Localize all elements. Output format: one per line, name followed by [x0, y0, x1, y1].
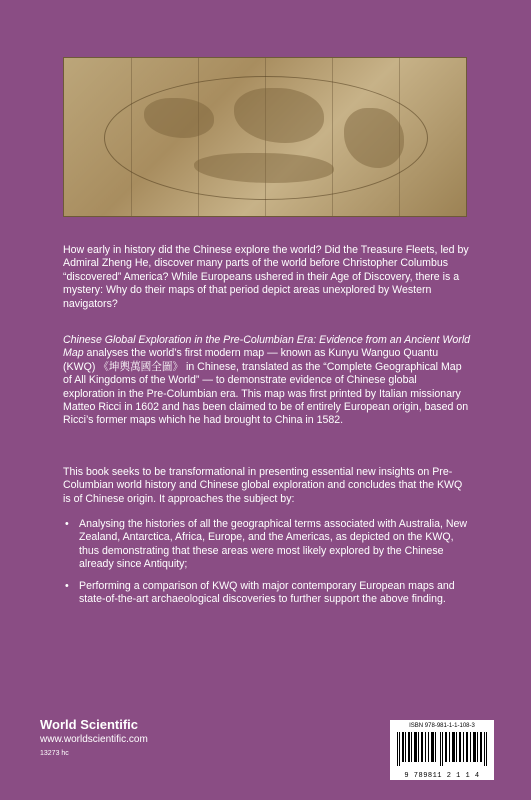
- isbn-label: ISBN 978-981-1-1-108-3: [409, 723, 475, 729]
- approach-paragraph: This book seeks to be transformational in presenting essential new insights on Pre-Columbian world history and Chinese global exploration and concludes that the KWQ is of Chinese origin. It approaches the subject by:: [63, 466, 463, 505]
- book-title: Chinese Global Exploration in the Pre-Columbian Era: Evidence from an Ancient World Map: [63, 334, 471, 360]
- bullet-glyph: •: [65, 579, 69, 592]
- list-item: [63, 518, 471, 572]
- product-code: 13273 hc: [40, 750, 69, 757]
- barcode-digits: 9 789811 2 1 1 4: [404, 772, 480, 780]
- intro-paragraph: How early in history did the Chinese explore the world? Did the Treasure Fleets, led by Admiral Zheng He, discover many parts of the world before Christopher Columbus “discovered” America? While Europeans ushered in their Age of Discovery, there is a mystery: Why do their maps of that period depict areas unexplored by Western navigators?: [63, 244, 469, 310]
- description-text: analyses the world’s first modern map — known as Kunyu Wanguo Quantu (KWQ) 《坤輿萬國全圖》 in Chinese, translated as the “Complete Geographical Map of All Kingdoms of the World” — to demonstrate evidence of Chinese global exploration in the Pre-Columbian era. This map was first printed by Italian missionary Matteo Ricci in 1602 and has been claimed to be of entirely European origin, based on Ricci’s former maps which he had brought to China in 1582.: [63, 347, 469, 427]
- publisher-name: World Scientific: [40, 717, 138, 732]
- approach-list: [63, 518, 471, 614]
- description-paragraph: [63, 334, 471, 428]
- publisher-url: www.worldscientific.com: [40, 734, 148, 745]
- list-item: [63, 580, 471, 607]
- cover-map-image: [63, 57, 467, 217]
- list-item-text: Analysing the histories of all the geographical terms associated with Australia, New Zealand, Antarctica, Africa, Europe, and the Americas, as depicted on the KWQ, thus demonstrating that these areas were most likely explored by the Chinese already since Antiquity;: [79, 518, 468, 571]
- list-item-text: Performing a comparison of KWQ with major contemporary European maps and state-of-the-art archaeological discoveries to further support the above finding.: [79, 579, 455, 606]
- isbn-barcode: [390, 720, 494, 780]
- bullet-glyph: •: [65, 518, 69, 530]
- barcode-icon: [395, 731, 489, 767]
